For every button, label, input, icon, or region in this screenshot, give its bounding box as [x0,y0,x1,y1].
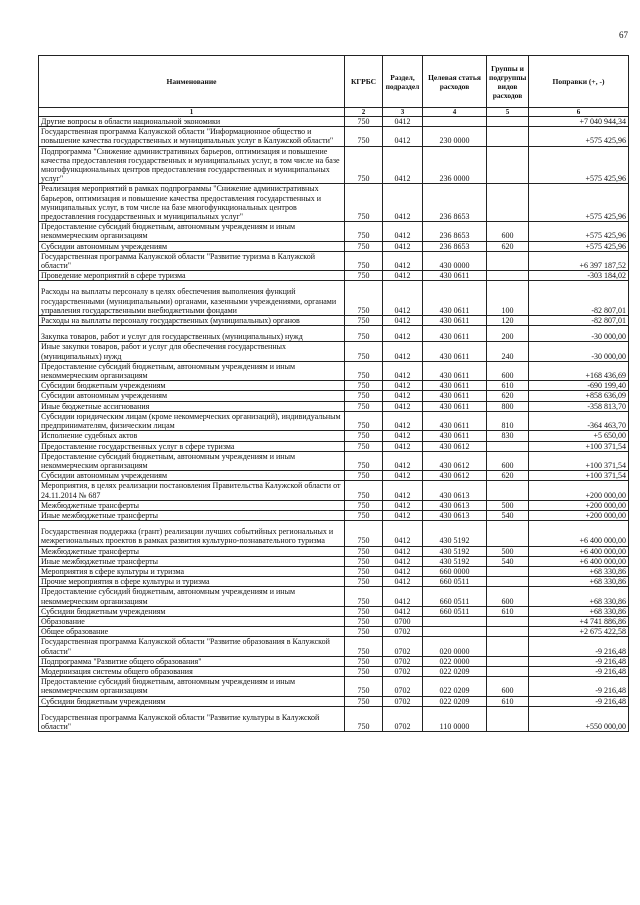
row-csr-cell: 430 0000 [423,251,487,270]
row-amount-cell: +200 000,00 [529,500,629,510]
row-amount-cell: +100 371,54 [529,471,629,481]
row-amount-cell: -82 807,01 [529,316,629,326]
row-csr-cell: 430 0611 [423,326,487,342]
row-csr-cell: 430 0611 [423,361,487,380]
table-row [39,451,629,470]
row-vr-cell [487,627,529,637]
table-row [39,656,629,666]
row-vr-cell [487,146,529,184]
row-name-cell: Исполнение судебных актов [39,431,345,441]
table-row [39,637,629,656]
row-kgrbs-cell: 750 [345,521,383,546]
row-vr-cell: 540 [487,510,529,520]
row-csr-cell: 020 0000 [423,637,487,656]
row-amount-cell: -9 216,48 [529,666,629,676]
row-razdel-cell: 0412 [383,361,423,380]
row-vr-cell: 240 [487,342,529,361]
row-razdel-cell: 0412 [383,222,423,241]
row-kgrbs-cell: 750 [345,146,383,184]
row-razdel-cell: 0702 [383,637,423,656]
table-row [39,510,629,520]
row-razdel-cell: 0412 [383,281,423,316]
row-csr-cell: 660 0511 [423,606,487,616]
page-number: 67 [619,30,628,40]
row-csr-cell: 236 8653 [423,184,487,222]
row-name-cell: Государственная программа Калужской области "Информационное общество и повышение качества государственных и муниципальных услуг в Калужской области" [39,127,345,146]
row-amount-cell: +550 000,00 [529,706,629,731]
row-amount-cell: +2 675 422,58 [529,627,629,637]
budget-amendments-table [38,55,629,732]
table-row [39,222,629,241]
row-razdel-cell: 0412 [383,127,423,146]
row-razdel-cell: 0702 [383,696,423,706]
row-name-cell: Субсидии бюджетным учреждениям [39,606,345,616]
row-razdel-cell: 0702 [383,627,423,637]
row-kgrbs-cell: 750 [345,391,383,401]
row-vr-cell: 620 [487,241,529,251]
row-vr-cell [487,521,529,546]
table-row [39,251,629,270]
table-header-row [39,56,629,108]
row-kgrbs-cell: 750 [345,411,383,430]
table-row [39,546,629,556]
column-number: 5 [487,108,529,117]
header-vr: Группы и подгруппы видов расходов [487,56,529,108]
row-vr-cell: 610 [487,606,529,616]
row-amount-cell: +575 425,96 [529,241,629,251]
row-vr-cell [487,251,529,270]
row-kgrbs-cell: 750 [345,666,383,676]
row-kgrbs-cell: 750 [345,184,383,222]
table-row [39,481,629,500]
row-amount-cell: +575 425,96 [529,127,629,146]
row-vr-cell [487,271,529,281]
row-amount-cell: -9 216,48 [529,637,629,656]
row-razdel-cell: 0412 [383,556,423,566]
row-kgrbs-cell: 750 [345,546,383,556]
row-csr-cell: 022 0000 [423,656,487,666]
row-razdel-cell: 0702 [383,656,423,666]
row-kgrbs-cell: 750 [345,696,383,706]
row-csr-cell: 430 0611 [423,431,487,441]
row-name-cell: Субсидии бюджетным учреждениям [39,381,345,391]
row-csr-cell: 430 0613 [423,510,487,520]
row-csr-cell: 430 0613 [423,481,487,500]
row-razdel-cell: 0412 [383,391,423,401]
row-amount-cell: -30 000,00 [529,342,629,361]
row-name-cell: Межбюджетные трансферты [39,500,345,510]
row-kgrbs-cell: 750 [345,556,383,566]
row-vr-cell [487,117,529,127]
row-razdel-cell: 0412 [383,566,423,576]
row-name-cell: Иные закупки товаров, работ и услуг для обеспечения государственных (муниципальных) нужд [39,342,345,361]
row-vr-cell: 600 [487,677,529,696]
row-kgrbs-cell: 750 [345,606,383,616]
row-amount-cell: +858 636,09 [529,391,629,401]
header-kgrbs: КГРБС [345,56,383,108]
table-row [39,127,629,146]
row-razdel-cell: 0412 [383,342,423,361]
row-razdel-cell: 0412 [383,510,423,520]
row-vr-cell: 600 [487,361,529,380]
table-row [39,361,629,380]
row-kgrbs-cell: 750 [345,637,383,656]
row-csr-cell: 430 0611 [423,411,487,430]
row-csr-cell [423,627,487,637]
table-row [39,411,629,430]
row-amount-cell: +200 000,00 [529,481,629,500]
row-csr-cell [423,117,487,127]
row-name-cell: Иные бюджетные ассигнования [39,401,345,411]
row-kgrbs-cell: 750 [345,577,383,587]
row-vr-cell: 610 [487,696,529,706]
row-name-cell: Предоставление субсидий бюджетным, автономным учреждениям и иным некоммерческим организациям [39,222,345,241]
table-row [39,666,629,676]
row-name-cell: Образование [39,616,345,626]
row-csr-cell: 430 0612 [423,441,487,451]
row-vr-cell [487,577,529,587]
column-number: 4 [423,108,487,117]
row-amount-cell: -82 807,01 [529,281,629,316]
row-kgrbs-cell: 750 [345,381,383,391]
row-name-cell: Государственная программа Калужской области "Развитие культуры в Калужской области" [39,706,345,731]
row-amount-cell: +6 397 187,52 [529,251,629,270]
table-row [39,391,629,401]
row-kgrbs-cell: 750 [345,361,383,380]
row-amount-cell: +575 425,96 [529,184,629,222]
row-amount-cell: +68 330,86 [529,587,629,606]
column-number: 1 [39,108,345,117]
row-kgrbs-cell: 750 [345,401,383,411]
row-name-cell: Государственная программа Калужской области "Развитие образования в Калужской области" [39,637,345,656]
row-name-cell: Межбюджетные трансферты [39,546,345,556]
row-kgrbs-cell: 750 [345,117,383,127]
row-kgrbs-cell: 750 [345,627,383,637]
row-razdel-cell: 0412 [383,411,423,430]
row-csr-cell: 660 0511 [423,577,487,587]
table-row [39,271,629,281]
row-vr-cell: 600 [487,451,529,470]
row-csr-cell: 430 0611 [423,342,487,361]
row-kgrbs-cell: 750 [345,656,383,666]
row-csr-cell: 110 0000 [423,706,487,731]
row-name-cell: Субсидии юридическим лицам (кроме некоммерческих организаций), индивидуальным предпринимателям, физическим лицам [39,411,345,430]
row-razdel-cell: 0412 [383,441,423,451]
row-razdel-cell: 0412 [383,316,423,326]
row-vr-cell [487,616,529,626]
row-kgrbs-cell: 750 [345,441,383,451]
row-csr-cell: 430 0611 [423,281,487,316]
table-row [39,401,629,411]
row-name-cell: Предоставление субсидий бюджетным, автономным учреждениям и иным некоммерческим организациям [39,677,345,696]
row-razdel-cell: 0412 [383,500,423,510]
row-kgrbs-cell: 750 [345,566,383,576]
row-vr-cell: 830 [487,431,529,441]
table-row [39,677,629,696]
table-row [39,706,629,731]
row-razdel-cell: 0702 [383,666,423,676]
row-amount-cell: +200 000,00 [529,510,629,520]
table-row [39,431,629,441]
row-amount-cell: +6 400 000,00 [529,556,629,566]
row-amount-cell: +100 371,54 [529,441,629,451]
table-row [39,326,629,342]
table-row [39,241,629,251]
row-name-cell: Предоставление субсидий бюджетным, автономным учреждениям и иным некоммерческим организациям [39,451,345,470]
column-number: 2 [345,108,383,117]
row-amount-cell: -303 184,02 [529,271,629,281]
row-vr-cell: 120 [487,316,529,326]
row-csr-cell: 430 0611 [423,391,487,401]
header-csr: Целевая статья расходов [423,56,487,108]
table-row [39,616,629,626]
row-razdel-cell: 0412 [383,146,423,184]
table-row [39,566,629,576]
row-csr-cell: 230 0000 [423,127,487,146]
row-kgrbs-cell: 750 [345,587,383,606]
row-razdel-cell: 0412 [383,251,423,270]
row-kgrbs-cell: 750 [345,451,383,470]
row-kgrbs-cell: 750 [345,316,383,326]
row-kgrbs-cell: 750 [345,271,383,281]
row-amount-cell: -30 000,00 [529,326,629,342]
row-name-cell: Прочие мероприятия в сфере культуры и туризма [39,577,345,587]
row-kgrbs-cell: 750 [345,222,383,241]
row-kgrbs-cell: 750 [345,241,383,251]
row-razdel-cell: 0412 [383,184,423,222]
row-razdel-cell: 0412 [383,381,423,391]
row-kgrbs-cell: 750 [345,251,383,270]
table-row [39,587,629,606]
table-row [39,441,629,451]
row-razdel-cell: 0412 [383,546,423,556]
row-csr-cell: 430 0611 [423,271,487,281]
row-razdel-cell: 0412 [383,451,423,470]
row-razdel-cell: 0412 [383,401,423,411]
row-amount-cell: +168 436,69 [529,361,629,380]
row-kgrbs-cell: 750 [345,510,383,520]
row-name-cell: Предоставление субсидий бюджетным, автономным учреждениям и иным некоммерческим организациям [39,587,345,606]
row-name-cell: Субсидии автономным учреждениям [39,241,345,251]
column-number: 3 [383,108,423,117]
row-vr-cell [487,127,529,146]
row-vr-cell [487,184,529,222]
row-vr-cell [487,666,529,676]
row-name-cell: Подпрограмма "Развитие общего образования" [39,656,345,666]
table-row [39,117,629,127]
row-amount-cell: +575 425,96 [529,222,629,241]
row-name-cell: Расходы на выплаты персоналу в целях обеспечения выполнения функций государственными (муниципальными) органами, казенными учреждениями, органами управления государственными внебюджетными фондами [39,281,345,316]
row-vr-cell [487,637,529,656]
row-amount-cell: +5 650,00 [529,431,629,441]
column-number: 6 [529,108,629,117]
row-name-cell: Мероприятия, в целях реализации постановления Правительства Калужской области от 24.11.2014 № 687 [39,481,345,500]
header-razdel: Раздел, подраздел [383,56,423,108]
row-razdel-cell: 0700 [383,616,423,626]
row-amount-cell: -9 216,48 [529,656,629,666]
row-amount-cell: +4 741 886,86 [529,616,629,626]
row-csr-cell: 430 0612 [423,451,487,470]
row-amount-cell: +575 425,96 [529,146,629,184]
row-name-cell: Расходы на выплаты персоналу государственных (муниципальных) органов [39,316,345,326]
row-vr-cell: 800 [487,401,529,411]
row-csr-cell: 660 0511 [423,587,487,606]
row-vr-cell: 620 [487,391,529,401]
header-amount: Поправки (+, -) [529,56,629,108]
row-name-cell: Реализация мероприятий в рамках подпрограммы "Снижение административных барьеров, оптимизация и повышение качества предоставления государственных и муниципальных услуг, в том числе на базе многофункциональных центров предоставления государственных и муниципальных услуг" [39,184,345,222]
row-csr-cell: 022 0209 [423,666,487,676]
row-amount-cell: +100 371,54 [529,451,629,470]
row-kgrbs-cell: 750 [345,677,383,696]
row-name-cell: Подпрограмма "Снижение административных барьеров, оптимизация и повышение качества предоставления государственных и муниципальных услуг, в том числе на базе многофункциональных центров предоставления государственных и муниципальных услуг" [39,146,345,184]
row-vr-cell: 600 [487,222,529,241]
row-vr-cell: 500 [487,500,529,510]
row-name-cell: Иные межбюджетные трансферты [39,510,345,520]
row-csr-cell [423,616,487,626]
row-amount-cell: +6 400 000,00 [529,546,629,556]
row-amount-cell: -690 199,40 [529,381,629,391]
table-row [39,281,629,316]
row-csr-cell: 430 0612 [423,471,487,481]
row-razdel-cell: 0412 [383,587,423,606]
row-csr-cell: 430 0611 [423,401,487,411]
row-vr-cell [487,566,529,576]
row-name-cell: Модернизация системы общего образования [39,666,345,676]
row-csr-cell: 236 8653 [423,241,487,251]
row-amount-cell: +7 040 944,34 [529,117,629,127]
row-name-cell: Другие вопросы в области национальной экономики [39,117,345,127]
table-row [39,471,629,481]
row-name-cell: Субсидии автономным учреждениям [39,391,345,401]
row-kgrbs-cell: 750 [345,342,383,361]
row-vr-cell [487,441,529,451]
row-razdel-cell: 0412 [383,606,423,616]
row-razdel-cell: 0412 [383,471,423,481]
table-row [39,627,629,637]
row-vr-cell: 540 [487,556,529,566]
row-razdel-cell: 0412 [383,271,423,281]
row-kgrbs-cell: 750 [345,326,383,342]
table-row [39,606,629,616]
table-row [39,184,629,222]
row-csr-cell: 430 5192 [423,556,487,566]
row-csr-cell: 430 0611 [423,381,487,391]
row-razdel-cell: 0412 [383,481,423,500]
row-name-cell: Общее образование [39,627,345,637]
row-name-cell: Проведение мероприятий в сфере туризма [39,271,345,281]
table-body [39,117,629,732]
row-razdel-cell: 0702 [383,706,423,731]
row-name-cell: Государственная программа Калужской области "Развитие туризма в Калужской области" [39,251,345,270]
row-vr-cell: 620 [487,471,529,481]
row-amount-cell: -9 216,48 [529,696,629,706]
row-kgrbs-cell: 750 [345,281,383,316]
table-row [39,381,629,391]
row-kgrbs-cell: 750 [345,471,383,481]
row-csr-cell: 430 5192 [423,521,487,546]
row-kgrbs-cell: 750 [345,127,383,146]
row-csr-cell: 430 0613 [423,500,487,510]
row-vr-cell: 200 [487,326,529,342]
row-vr-cell: 610 [487,381,529,391]
row-amount-cell: -358 813,70 [529,401,629,411]
row-kgrbs-cell: 750 [345,500,383,510]
row-vr-cell: 100 [487,281,529,316]
table-row [39,342,629,361]
row-kgrbs-cell: 750 [345,431,383,441]
table-row [39,146,629,184]
row-kgrbs-cell: 750 [345,616,383,626]
row-csr-cell: 430 0611 [423,316,487,326]
row-razdel-cell: 0702 [383,677,423,696]
row-csr-cell: 236 8653 [423,222,487,241]
row-amount-cell: +6 400 000,00 [529,521,629,546]
row-csr-cell: 660 0000 [423,566,487,576]
row-razdel-cell: 0412 [383,326,423,342]
header-name: Наименование [39,56,345,108]
row-csr-cell: 236 0000 [423,146,487,184]
row-razdel-cell: 0412 [383,117,423,127]
row-name-cell: Государственная поддержка (грант) реализации лучших событийных региональных и межрегиональных проектов в рамках развития культурно-познавательного туризма [39,521,345,546]
row-vr-cell: 600 [487,587,529,606]
row-csr-cell: 022 0209 [423,677,487,696]
row-name-cell: Предоставление субсидий бюджетным, автономным учреждениям и иным некоммерческим организациям [39,361,345,380]
table-row [39,556,629,566]
row-amount-cell: +68 330,86 [529,566,629,576]
row-razdel-cell: 0412 [383,431,423,441]
row-name-cell: Предоставление государственных услуг в сфере туризма [39,441,345,451]
row-amount-cell: +68 330,86 [529,606,629,616]
row-razdel-cell: 0412 [383,241,423,251]
row-vr-cell [487,481,529,500]
table-row [39,316,629,326]
row-name-cell: Иные межбюджетные трансферты [39,556,345,566]
table-row [39,577,629,587]
row-amount-cell: -9 216,48 [529,677,629,696]
table-row [39,500,629,510]
row-amount-cell: +68 330,86 [529,577,629,587]
row-amount-cell: -364 463,70 [529,411,629,430]
row-vr-cell [487,656,529,666]
row-name-cell: Закупка товаров, работ и услуг для государственных (муниципальных) нужд [39,326,345,342]
row-name-cell: Субсидии автономным учреждениям [39,471,345,481]
row-csr-cell: 430 5192 [423,546,487,556]
row-kgrbs-cell: 750 [345,481,383,500]
table-row [39,521,629,546]
row-kgrbs-cell: 750 [345,706,383,731]
row-name-cell: Мероприятия в сфере культуры и туризма [39,566,345,576]
table-row [39,696,629,706]
row-csr-cell: 022 0209 [423,696,487,706]
row-vr-cell [487,706,529,731]
row-name-cell: Субсидии бюджетным учреждениям [39,696,345,706]
row-razdel-cell: 0412 [383,521,423,546]
row-razdel-cell: 0412 [383,577,423,587]
row-vr-cell: 810 [487,411,529,430]
column-number-row [39,108,629,117]
row-vr-cell: 500 [487,546,529,556]
